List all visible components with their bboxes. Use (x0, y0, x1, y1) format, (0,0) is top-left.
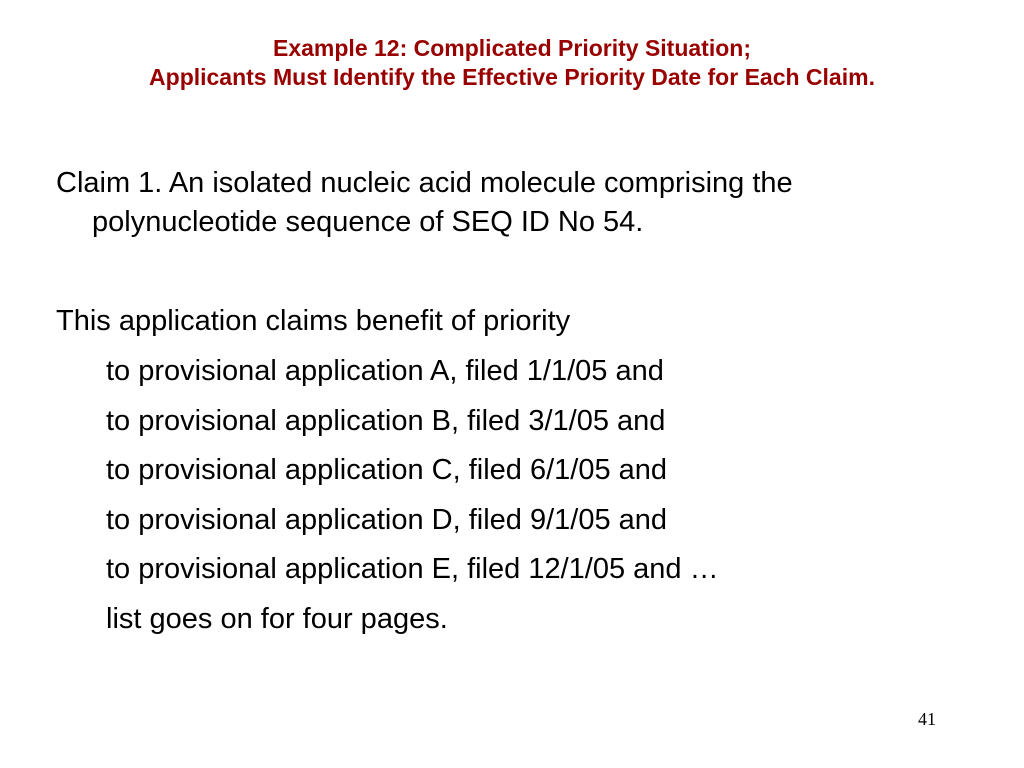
slide-title (0, 34, 1024, 92)
priority-heading: This application claims benefit of priority (56, 305, 571, 337)
claim-line-2: polynucleotide sequence of SEQ ID No 54. (92, 206, 644, 238)
priority-item: list goes on for four pages. (106, 602, 448, 635)
priority-item: to provisional application A, filed 1/1/05 and (106, 355, 664, 387)
priority-item: to provisional application C, filed 6/1/05 and (106, 454, 668, 486)
claim-text (56, 164, 956, 242)
slide-title-line-2: Applicants Must Identify the Effective Priority Date for Each Claim. (149, 64, 875, 90)
priority-list (106, 352, 719, 649)
claim-line-1: Claim 1. An isolated nucleic acid molecule comprising the (56, 167, 793, 199)
priority-item: to provisional application B, filed 3/1/05 and (106, 404, 666, 437)
priority-item: to provisional application E, filed 12/1/05 and … (106, 553, 719, 585)
slide-number: 41 (918, 709, 936, 729)
slide-title-line-1: Example 12: Complicated Priority Situation; (273, 35, 751, 61)
priority-item: to provisional application D, filed 9/1/05 and (106, 503, 668, 536)
